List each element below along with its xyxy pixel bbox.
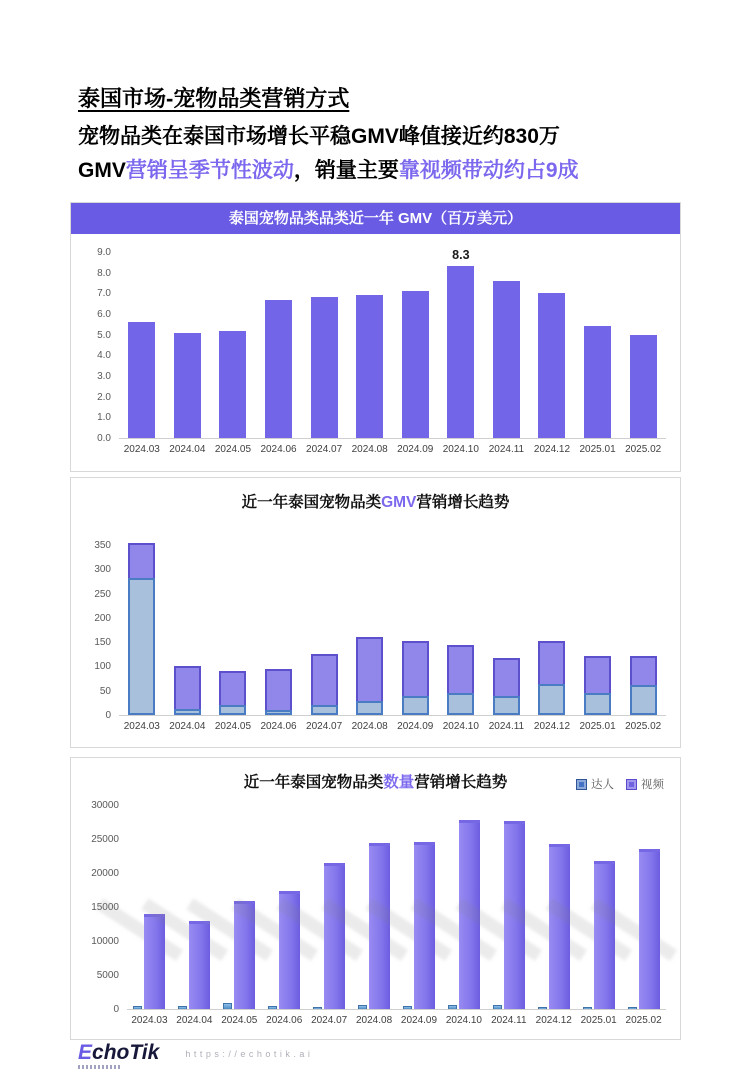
title-prefix: 近一年泰国宠物品类	[243, 774, 384, 791]
x-tick-label: 2024.06	[266, 1015, 303, 1026]
talent-segment	[584, 693, 611, 715]
y-tick-label: 20000	[91, 868, 119, 879]
y-tick-label: 0.0	[97, 433, 111, 444]
stacked-bar	[584, 656, 611, 715]
title-highlight: GMV	[381, 494, 417, 511]
bar-group	[301, 253, 347, 438]
y-tick-label: 2.0	[97, 391, 111, 403]
y-tick-label: 250	[94, 588, 111, 600]
stacked-bar	[174, 666, 201, 715]
gmv-trend-chart-card	[70, 477, 681, 748]
video-segment	[311, 654, 338, 705]
bar-group	[119, 253, 165, 438]
video-legend-swatch	[626, 779, 637, 790]
footer	[78, 1042, 313, 1069]
bar-group	[620, 546, 666, 715]
x-tick-label: 2024.03	[131, 1015, 168, 1026]
x-tick-label: 2024.04	[169, 721, 206, 732]
stacked-bar	[447, 645, 474, 715]
bar-group	[620, 253, 666, 438]
stacked-bar	[311, 654, 338, 715]
subtitle-seg-purple1: 营销呈季节性波动	[125, 159, 294, 182]
y-tick-label: 0	[105, 710, 111, 721]
y-tick-label: 350	[94, 540, 111, 551]
legend-item-video	[626, 776, 664, 792]
title-highlight: 数量	[383, 774, 415, 791]
y-tick-label: 3.0	[97, 371, 111, 382]
talent-segment	[356, 701, 383, 715]
talent-segment	[493, 696, 520, 715]
x-tick-label: 2024.08	[355, 1015, 393, 1026]
y-tick-label: 4.0	[97, 350, 111, 362]
echotik-logo	[78, 1042, 159, 1069]
talent-bar	[628, 1007, 637, 1009]
stacked-bar	[356, 637, 383, 715]
gmv-bar	[630, 335, 657, 438]
talent-bar	[133, 1006, 142, 1009]
x-tick-label: 2024.12	[533, 444, 571, 455]
gmv-bar	[128, 322, 155, 438]
plot-area	[127, 806, 666, 1010]
bar-group	[347, 546, 393, 715]
talent-segment	[311, 705, 338, 715]
legend-label-talent: 达人	[591, 779, 614, 791]
video-bar	[369, 843, 390, 1009]
x-tick-label: 2024.12	[535, 1015, 572, 1026]
subtitle-seg-black1: GMV	[78, 159, 126, 182]
talent-bar	[313, 1007, 322, 1009]
bar-group	[392, 253, 438, 438]
y-tick-label: 150	[94, 637, 111, 649]
logo-tagline	[78, 1065, 120, 1069]
video-bar	[594, 861, 615, 1009]
legend-item-talent	[576, 776, 614, 792]
subtitle-seg-purple2: 靠视频带动约占9成	[398, 159, 579, 182]
video-segment	[128, 543, 155, 578]
talent-bar	[223, 1003, 232, 1009]
title-suffix: 营销增长趋势	[416, 494, 510, 511]
bar-group	[529, 546, 575, 715]
bar-group	[210, 253, 256, 438]
talent-bar	[268, 1006, 277, 1009]
x-tick-label: 2024.08	[351, 444, 388, 455]
talent-bar	[448, 1005, 457, 1009]
x-tick-label: 2024.05	[214, 721, 252, 732]
x-tick-label: 2024.05	[214, 444, 252, 455]
x-tick-label: 2024.07	[306, 721, 343, 732]
y-tick-label: 10000	[91, 936, 119, 947]
x-tick-label: 2024.09	[397, 721, 434, 732]
x-tick-label: 2024.10	[442, 444, 479, 455]
talent-segment	[402, 696, 429, 715]
x-tick-label: 2024.10	[442, 721, 479, 732]
gmv-bar	[493, 281, 520, 438]
stacked-bar	[402, 641, 429, 715]
gmv-bar	[538, 293, 565, 438]
x-tick-label: 2024.12	[533, 721, 571, 732]
y-tick-label: 8.0	[97, 267, 111, 279]
gmv-bar	[311, 297, 338, 438]
stacked-bar	[630, 656, 657, 715]
page-title: 泰国市场-宠物品类营销方式	[78, 86, 350, 111]
y-tick-label: 9.0	[97, 247, 111, 258]
gmv-bar	[447, 266, 474, 438]
talent-legend-swatch	[576, 779, 587, 790]
x-tick-label: 2024.09	[397, 444, 434, 455]
y-tick-label: 25000	[91, 834, 119, 845]
gmv-bar	[265, 300, 292, 438]
x-tick-label: 2024.06	[260, 721, 297, 732]
video-bar	[144, 914, 165, 1009]
bar-group	[256, 253, 302, 438]
bar-group	[210, 546, 256, 715]
bar-group	[575, 546, 621, 715]
talent-bar	[403, 1006, 412, 1009]
bar-group	[575, 253, 621, 438]
y-tick-label: 30000	[91, 800, 119, 811]
subtitle-line2	[78, 154, 579, 184]
x-tick-label: 2024.04	[169, 444, 206, 455]
x-tick-label: 2024.11	[488, 444, 525, 455]
bar-group	[256, 546, 302, 715]
talent-segment	[128, 578, 155, 715]
stacked-bar	[493, 658, 520, 715]
gmv-trend-chart-title	[71, 490, 680, 512]
plot-area	[119, 248, 666, 439]
video-segment	[402, 641, 429, 696]
x-tick-label: 2025.01	[580, 1015, 617, 1026]
bar-group	[621, 806, 666, 1009]
y-tick-label: 100	[94, 661, 111, 673]
bar-group	[484, 253, 530, 438]
talent-segment	[630, 685, 657, 715]
talent-segment	[538, 684, 565, 715]
video-segment	[174, 666, 201, 708]
y-tick-label: 5.0	[97, 329, 111, 341]
x-tick-label: 2024.07	[311, 1015, 348, 1026]
stacked-bar	[265, 669, 292, 715]
gmv-bar	[219, 331, 246, 438]
y-tick-label: 15000	[91, 902, 119, 913]
gmv-bar	[356, 295, 383, 438]
bar-group	[165, 253, 211, 438]
gmv-chart-card	[70, 202, 681, 472]
y-axis	[83, 540, 119, 721]
y-tick-label: 1.0	[97, 412, 111, 424]
y-tick-label: 0	[113, 1004, 119, 1015]
x-tick-label: 2024.05	[221, 1015, 258, 1026]
data-label: 8.3	[452, 248, 470, 263]
y-tick-label: 6.0	[97, 309, 111, 320]
video-bar	[324, 863, 345, 1009]
y-tick-label: 300	[94, 564, 111, 576]
bar-group	[392, 546, 438, 715]
talent-segment	[219, 705, 246, 715]
echotik-url[interactable]: https://echotik.ai	[185, 1049, 314, 1059]
gmv-bar	[402, 291, 429, 438]
video-segment	[447, 645, 474, 693]
stacked-bar	[538, 641, 565, 715]
bar-group	[347, 253, 393, 438]
y-tick-label: 5000	[96, 970, 119, 981]
y-tick-label: 50	[99, 685, 111, 697]
x-tick-label: 2025.02	[625, 444, 662, 455]
legend-label-video: 视频	[641, 779, 664, 791]
talent-bar	[538, 1007, 547, 1009]
video-bar	[549, 844, 570, 1009]
video-segment	[219, 671, 246, 705]
x-tick-label: 2025.01	[579, 444, 616, 455]
x-tick-label: 2024.11	[488, 721, 525, 732]
talent-bar	[358, 1005, 367, 1009]
logo-letter-e: E	[78, 1041, 93, 1064]
x-tick-label: 2024.09	[400, 1015, 438, 1026]
talent-segment	[447, 693, 474, 715]
talent-bar	[493, 1005, 502, 1009]
video-segment	[493, 658, 520, 695]
x-axis-labels	[119, 721, 666, 732]
video-segment	[584, 656, 611, 693]
bar-group	[165, 546, 211, 715]
bar-group	[119, 546, 165, 715]
x-tick-label: 2024.08	[351, 721, 388, 732]
video-segment	[265, 669, 292, 710]
bar-group	[438, 248, 484, 438]
bar-group	[529, 253, 575, 438]
x-axis-labels	[127, 1015, 666, 1026]
bar-group	[438, 546, 484, 715]
title-suffix: 营销增长趋势	[414, 774, 508, 791]
chart-legend	[576, 776, 664, 792]
plot-area	[119, 546, 666, 716]
x-tick-label: 2024.03	[123, 444, 160, 455]
video-bar	[639, 849, 660, 1009]
stacked-bar	[128, 543, 155, 715]
x-tick-label: 2024.04	[176, 1015, 213, 1026]
title-prefix: 近一年泰国宠物品类	[241, 494, 382, 511]
x-tick-label: 2024.11	[491, 1015, 527, 1026]
x-tick-label: 2025.02	[625, 721, 662, 732]
x-tick-label: 2024.07	[306, 444, 343, 455]
x-tick-label: 2025.02	[625, 1015, 662, 1026]
subtitle-seg-black2: ，销量主要	[293, 159, 399, 182]
talent-segment	[174, 709, 201, 715]
x-tick-label: 2025.01	[579, 721, 616, 732]
gmv-bar	[174, 333, 201, 438]
video-segment	[538, 641, 565, 684]
x-axis-labels	[119, 444, 666, 455]
talent-bar	[178, 1006, 187, 1009]
video-bar	[189, 921, 210, 1009]
talent-segment	[265, 710, 292, 715]
y-tick-label: 200	[94, 612, 111, 624]
bar-group	[301, 546, 347, 715]
video-segment	[630, 656, 657, 685]
x-tick-label: 2024.10	[445, 1015, 482, 1026]
video-bar	[414, 842, 435, 1009]
video-segment	[356, 637, 383, 701]
bar-group	[484, 546, 530, 715]
gmv-bar	[584, 326, 611, 438]
subtitle-line1: 宠物品类在泰国市场增长平稳GMV峰值接近约830万	[78, 125, 560, 148]
x-tick-label: 2024.06	[260, 444, 297, 455]
gmv-chart-title: 泰国宠物品类品类近一年 GMV（百万美元）	[71, 203, 680, 234]
stacked-bar	[219, 671, 246, 715]
logo-rest: choTik	[92, 1041, 160, 1064]
y-tick-label: 7.0	[97, 288, 111, 300]
y-axis	[83, 247, 119, 444]
count-trend-chart-card	[70, 757, 681, 1040]
talent-bar	[583, 1007, 592, 1009]
x-tick-label: 2024.03	[123, 721, 160, 732]
